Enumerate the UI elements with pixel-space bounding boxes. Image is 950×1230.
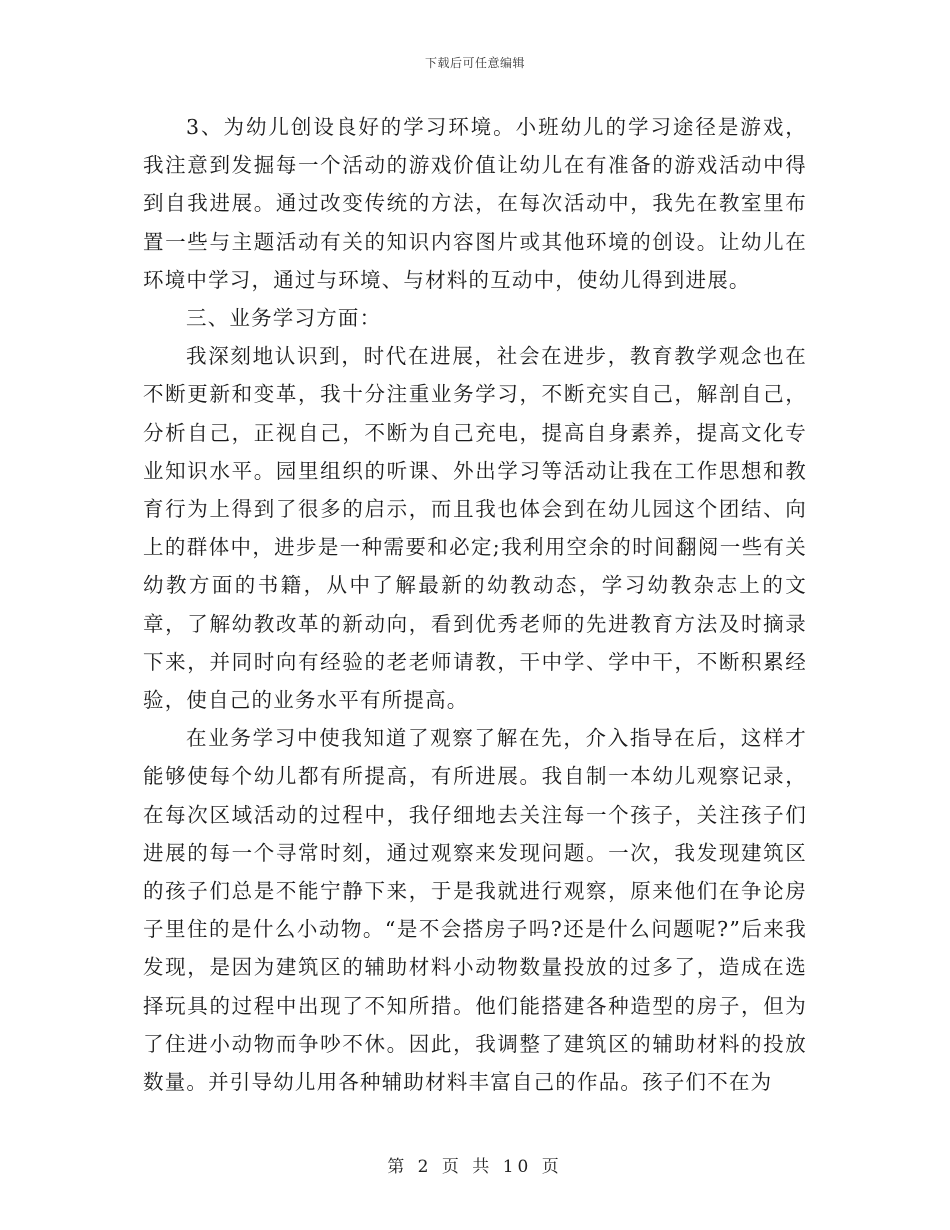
body-content xyxy=(143,108,807,1101)
paragraph-observation: 在业务学习中使我知道了观察了解在先，介入指导在后，这样才能够使每个幼儿都有所提高，有所进展。我自制一本幼儿观察记录，在每次区域活动的过程中，我仔细地去关注每一个孩子，关注孩子们进展的每一个寻常时刻，通过观察来发现问题。一次，我发现建筑区的孩子们总是不能宁静下来，于是我就进行观察，原来他们在争论房子里住的是什么小动物。“是不会搭房子吗?还是什么问题呢?”后来我发现，是因为建筑区的辅助材料小动物数量投放的过多了，造成在选择玩具的过程中出现了不知所措。他们能搭建各种造型的房子，但为了住进小动物而争吵不休。因此，我调整了建筑区的辅助材料的投放数量。并引导幼儿用各种辅助材料丰富自己的作品。孩子们不在为 xyxy=(143,726,807,1095)
section-heading-business-study: 三、业务学习方面： xyxy=(186,306,382,331)
page-header: 下载后可任意编辑 xyxy=(424,56,525,70)
paragraph-self-improvement: 我深刻地认识到，时代在进展，社会在进步，教育教学观念也在不断更新和变革，我十分注重业务学习，不断充实自己，解剖自己，分析自己，正视自己，不断为自己充电，提高自身素养，提高文化专业知识水平。园里组织的听课、外出学习等活动让我在工作思想和教育行为上得到了很多的启示，而且我也体会到在幼儿园这个团结、向上的群体中，进步是一种需要和必定;我利用空余的时间翻阅一些有关幼教方面的书籍，从中了解最新的幼教动态，学习幼教杂志上的文章，了解幼教改革的新动向，看到优秀老师的先进教育方法及时摘录下来，并同时向有经验的老老师请教，干中学、学中干，不断积累经验，使自己的业务水平有所提高。 xyxy=(143,344,807,713)
paragraph-learning-environment: 3、为幼儿创设良好的学习环境。小班幼儿的学习途径是游戏，我注意到发掘每一个活动的游戏价值让幼儿在有准备的游戏活动中得到自我进展。通过改变传统的方法，在每次活动中，我先在教室里布置一些与主题活动有关的知识内容图片或其他环境的创设。让幼儿在环境中学习，通过与环境、与材料的互动中，使幼儿得到进展。 xyxy=(143,115,807,292)
page-number-footer: 第 2 页 共 10 页 xyxy=(387,1157,563,1177)
